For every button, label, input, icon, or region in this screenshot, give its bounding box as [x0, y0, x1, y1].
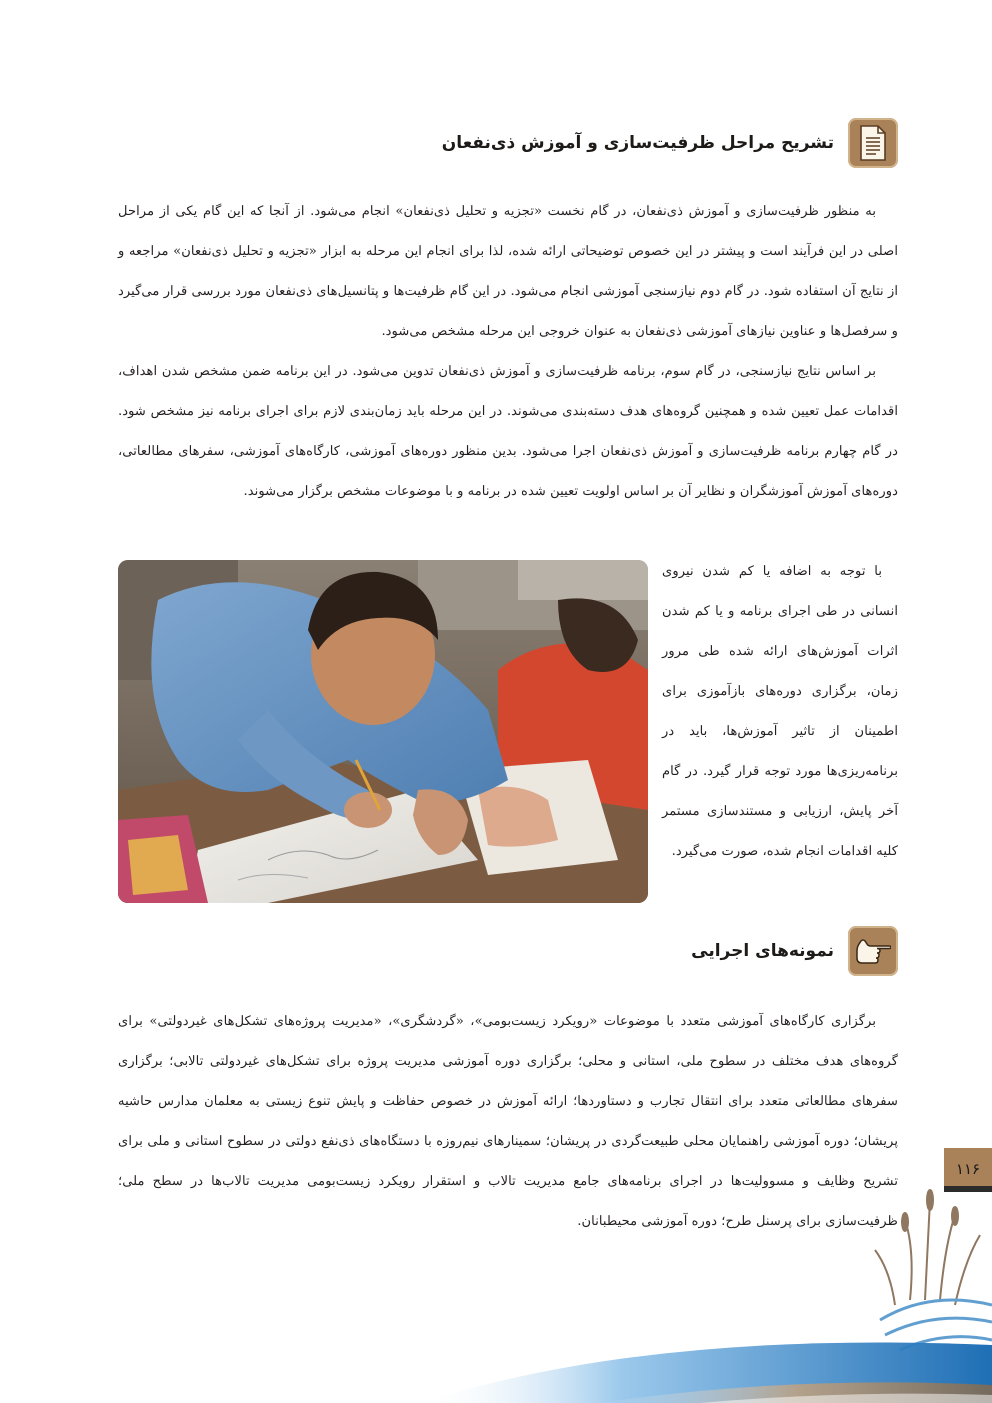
section-title: تشریح مراحل ظرفیت‌سازی و آموزش ذی‌نفعان	[441, 133, 834, 153]
paragraph: بر اساس نتایج نیازسنجی، در گام سوم، برنامه ظرفیت‌سازی و آموزش ذی‌نفعان تدوین می‌شود. در این برنامه ضمن مشخص شدن اهداف، اقدامات عمل تعیین شده و همچنین گروه‌های هدف دسته‌بندی می‌شوند. در این مرحله باید زمان‌بندی لازم برای اجرای برنامه نیز مشخص شود. در گام چهارم برنامه ظرفیت‌سازی و آموزش ذی‌نفعان اجرا می‌شود. بدین منظور دوره‌های آموزشی، کارگاه‌های آموزشی، سفرهای مطالعاتی، دوره‌های آموزش آموزشگران و نظایر آن بر اساس اولویت تعیین شده در برنامه و با موضوعات مشخص برگزار می‌شوند.	[118, 364, 898, 499]
paragraph: به منظور ظرفیت‌سازی و آموزش ذی‌نفعان، در گام نخست «تجزیه و تحلیل ذی‌نفعان» انجام می‌شود. از آنجا که این گام یکی از مراحل اصلی در این فرآیند است و پیشتر در این خصوص توضیحاتی ارائه شده، لذا برای انجام این مرحله به ابزار «تجزیه و تحلیل ذی‌نفعان» مراجعه و از نتایج آن استفاده شود. در گام دوم نیازسنجی آموزشی انجام می‌شود. در این گام ظرفیت‌ها و پتانسیل‌های ذی‌نفعان مورد بررسی قرار می‌گیرد و سرفصل‌ها و عناوین نیازهای آموزشی ذی‌نفعان به عنوان خروجی این مرحله مشخص می‌شود.	[118, 204, 898, 339]
section-title: نمونه‌های اجرایی	[691, 941, 834, 961]
paragraph: با توجه به اضافه یا کم شدن نیروی انسانی در طی اجرای برنامه و یا کم شدن اثرات آموزش‌های ارائه شده طی مرور زمان، برگزاری دوره‌های بازآموزی برای اطمینان از تاثیر آموزش‌ها، باید در برنامه‌ریزی‌ها مورد توجه قرار گیرد. در گام آخر پایش، ارزیابی و مستندسازی مستمر کلیه اقدامات انجام شده، صورت می‌گیرد.	[662, 564, 898, 859]
page-number: ۱۱۶	[944, 1148, 992, 1190]
paragraph: برگزاری کارگاه‌های آموزشی متعدد با موضوعات «رویکرد زیست‌بومی»، «گردشگری»، «مدیریت پروژه‌های تشکل‌های غیردولتی» برای گروه‌های هدف مختلف در سطوح ملی، استانی و محلی؛ برگزاری دوره آموزشی مدیریت پروژه برای تشکل‌های غیردولتی تالابی؛ برگزاری سفرهای مطالعاتی متعدد برای انتقال تجارب و دستاوردها؛ ارائه آموزش در خصوص حفاظت و پایش تنوع زیستی به معلمان مدارس حاشیه پریشان؛ دوره آموزشی راهنمایان محلی طبیعت‌گردی در پریشان؛ سمینارهای نیم‌روزه با دستگاه‌های ذی‌نفع دولتی در سطوح استانی و ملی برای تشریح وظایف و مسوولیت‌ها در اجرای برنامه‌های جامع مدیریت تالاب و استقرار رویکرد زیست‌بومی مدیریت تالاب‌ها در سطح ملی؛ ظرفیت‌سازی برای پرسنل طرح؛ دوره آموزشی محیطبانان.	[118, 1014, 898, 1229]
